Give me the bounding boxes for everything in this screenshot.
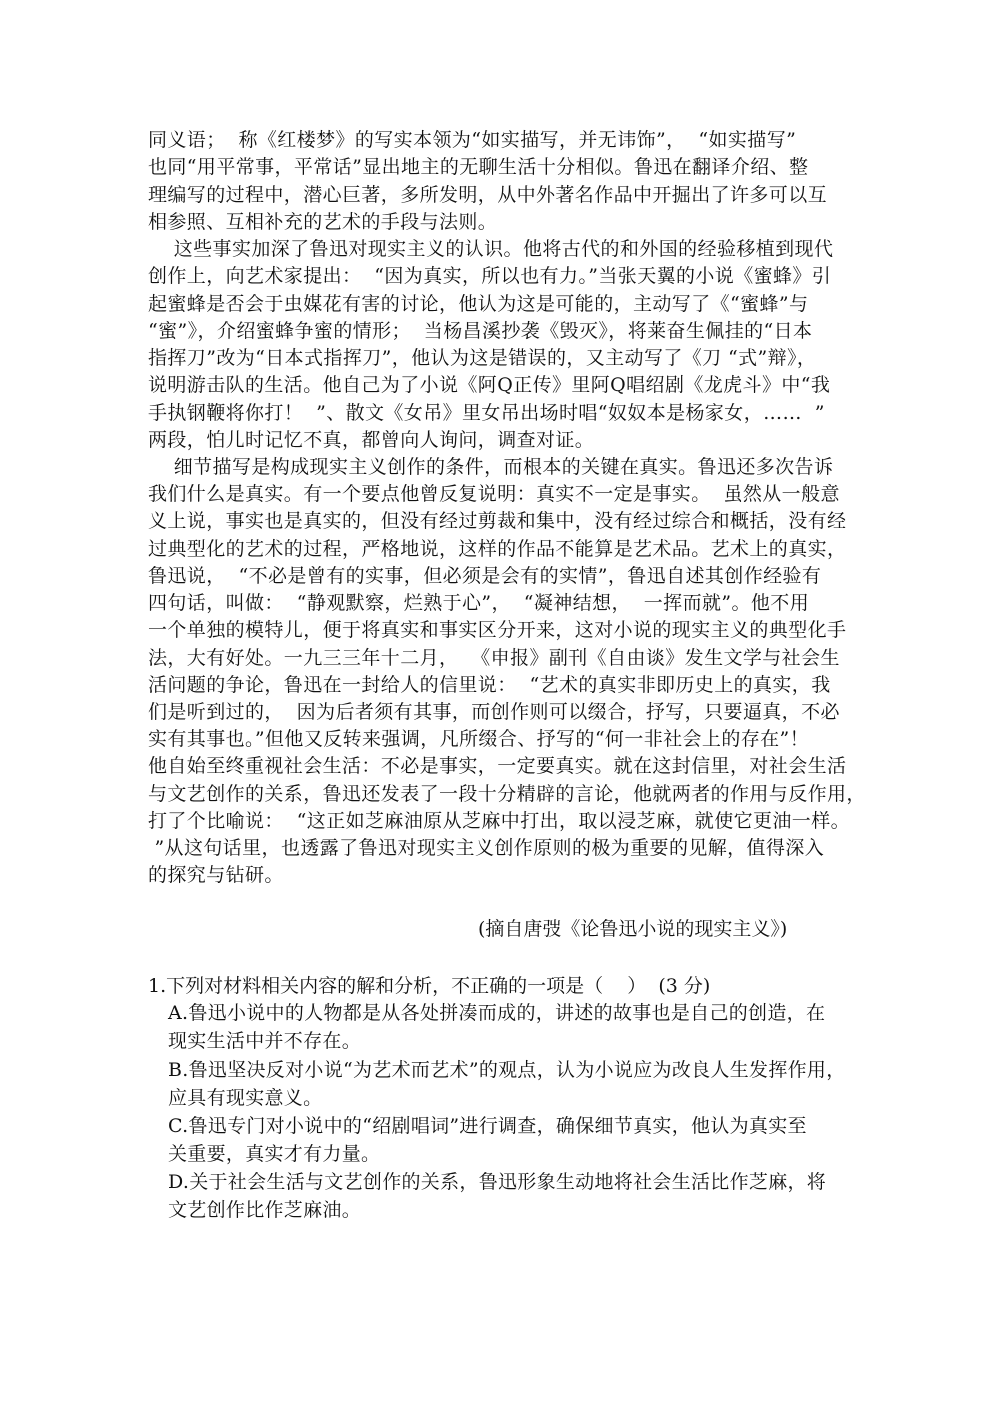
article-line: 四句话，叫做： “静观默察，烂熟于心”， “凝神结想， 一挥而就”。他不用 <box>148 592 810 614</box>
article-line: 我们什么是真实。有一个要点他曾反复说明：真实不一定是事实。 虽然从一般意 <box>148 483 840 505</box>
article-line: ”从这句话里，也透露了鲁迅对现实主义创作原则的极为重要的见解，值得深入 <box>148 837 825 859</box>
option-c-line: 关重要，真实才有力量。 <box>168 1143 381 1165</box>
article-line: 这些事实加深了鲁迅对现实主义的认识。他将古代的和外国的经验移植到现代 <box>148 238 834 260</box>
article-line: 说明游击队的生活。他自己为了小说《阿Q正传》里阿Q唱绍剧《龙虎斗》中“我 <box>148 374 831 396</box>
option-d-line: D.关于社会生活与文艺创作的关系，鲁迅形象生动地将社会生活比作芝麻，将 <box>168 1171 827 1193</box>
article-line: 活问题的争论，鲁迅在一封给人的信里说： “艺术的真实非即历史上的真实，我 <box>148 674 831 696</box>
article-line: 义上说，事实也是真实的，但没有经过剪裁和集中，没有经过综合和概括，没有经 <box>148 510 847 532</box>
option-d-line: 文艺创作比作芝麻油。 <box>168 1199 362 1221</box>
article-line: 实有其事也。”但他又反转来强调，凡所缀合、抒写的“何一非社会上的存在”！ <box>148 728 810 750</box>
article-line: 创作上，向艺术家提出： “因为真实，所以也有力。”当张天翼的小说《蜜蜂》引 <box>148 265 832 287</box>
article-line: 同义语； 称《红楼梦》的写实本领为“如实描写，并无讳饰”， “如实描写” <box>148 129 797 151</box>
option-c-line: C.鲁迅专门对小说中的“绍剧唱词”进行调查，确保细节真实，他认为真实至 <box>168 1115 807 1137</box>
article-line: 过典型化的艺术的过程，严格地说，这样的作品不能算是艺术品。艺术上的真实， <box>148 538 847 560</box>
article-line: 与文艺创作的关系，鲁迅还发表了一段十分精辟的言论，他就两者的作用与反作用， <box>148 783 866 805</box>
article-line: 鲁迅说， “不必是曾有的实事，但必须是会有的实情”，鲁迅自述其创作经验有 <box>148 565 822 587</box>
article-line: 一个单独的模特儿，便于将真实和事实区分开来，这对小说的现实主义的典型化手 <box>148 619 847 641</box>
article-line: 也同“用平常事，平常话”显出地主的无聊生活十分相似。鲁迅在翻译介绍、整 <box>148 156 809 178</box>
article-line: 起蜜蜂是否会于虫媒花有害的讨论，他认为这是可能的，主动写了《“蜜蜂”与 <box>148 293 809 315</box>
article-source: (摘自唐弢《论鲁迅小说的现实主义》) <box>478 918 788 940</box>
option-a-line: 现实生活中并不存在。 <box>168 1030 362 1052</box>
option-a-line: A.鲁迅小说中的人物都是从各处拼凑而成的，讲述的故事也是自己的创造，在 <box>168 1002 826 1024</box>
option-b-line: B.鲁迅坚决反对小说“为艺术而艺术”的观点，认为小说应为改良人生发挥作用， <box>168 1059 846 1081</box>
article-line: 细节描写是构成现实主义创作的条件，而根本的关键在真实。鲁迅还多次告诉 <box>148 456 834 478</box>
article-line: 们是听到过的， 因为后者须有其事，而创作则可以缀合，抒写，只要逼真，不必 <box>148 701 840 723</box>
article-line: 法，大有好处。一九三三年十二月， 《申报》副刊《自由谈》发生文学与社会生 <box>148 647 840 669</box>
article-line: 打了个比喻说： “这正如芝麻油原从芝麻中打出，取以浸芝麻，就使它更油一样。 <box>148 810 850 832</box>
article-line: 手执钢鞭将你打！ ”、散文《女吊》里女吊出场时唱“奴奴本是杨家女，…… ” <box>148 402 825 424</box>
article-line: 两段，怕儿时记忆不真，都曾向人询问，调查对证。 <box>148 429 595 451</box>
article-line: “蜜”》，介绍蜜蜂争蜜的情形； 当杨昌溪抄袭《毁灭》，将莱奋生佩挂的“日本 <box>148 320 813 342</box>
article-line: 指挥刀”改为“日本式指挥刀”，他认为这是错误的，又主动写了《刀 “式”辩》， <box>148 347 817 369</box>
article-line: 相参照、互相补充的艺术的手段与法则。 <box>148 211 498 233</box>
article-line: 理编写的过程中，潜心巨著，多所发明，从中外著名作品中开掘出了许多可以互 <box>148 184 828 206</box>
option-b-line: 应具有现实意义。 <box>168 1087 323 1109</box>
question-stem: 1.下列对材料相关内容的解和分析，不正确的一项是（ ） (3 分) <box>148 975 711 997</box>
article-line: 他自始至终重视社会生活：不必是事实，一定要真实。就在这封信里，对社会生活 <box>148 755 847 777</box>
article-line: 的探究与钻研。 <box>148 864 284 886</box>
